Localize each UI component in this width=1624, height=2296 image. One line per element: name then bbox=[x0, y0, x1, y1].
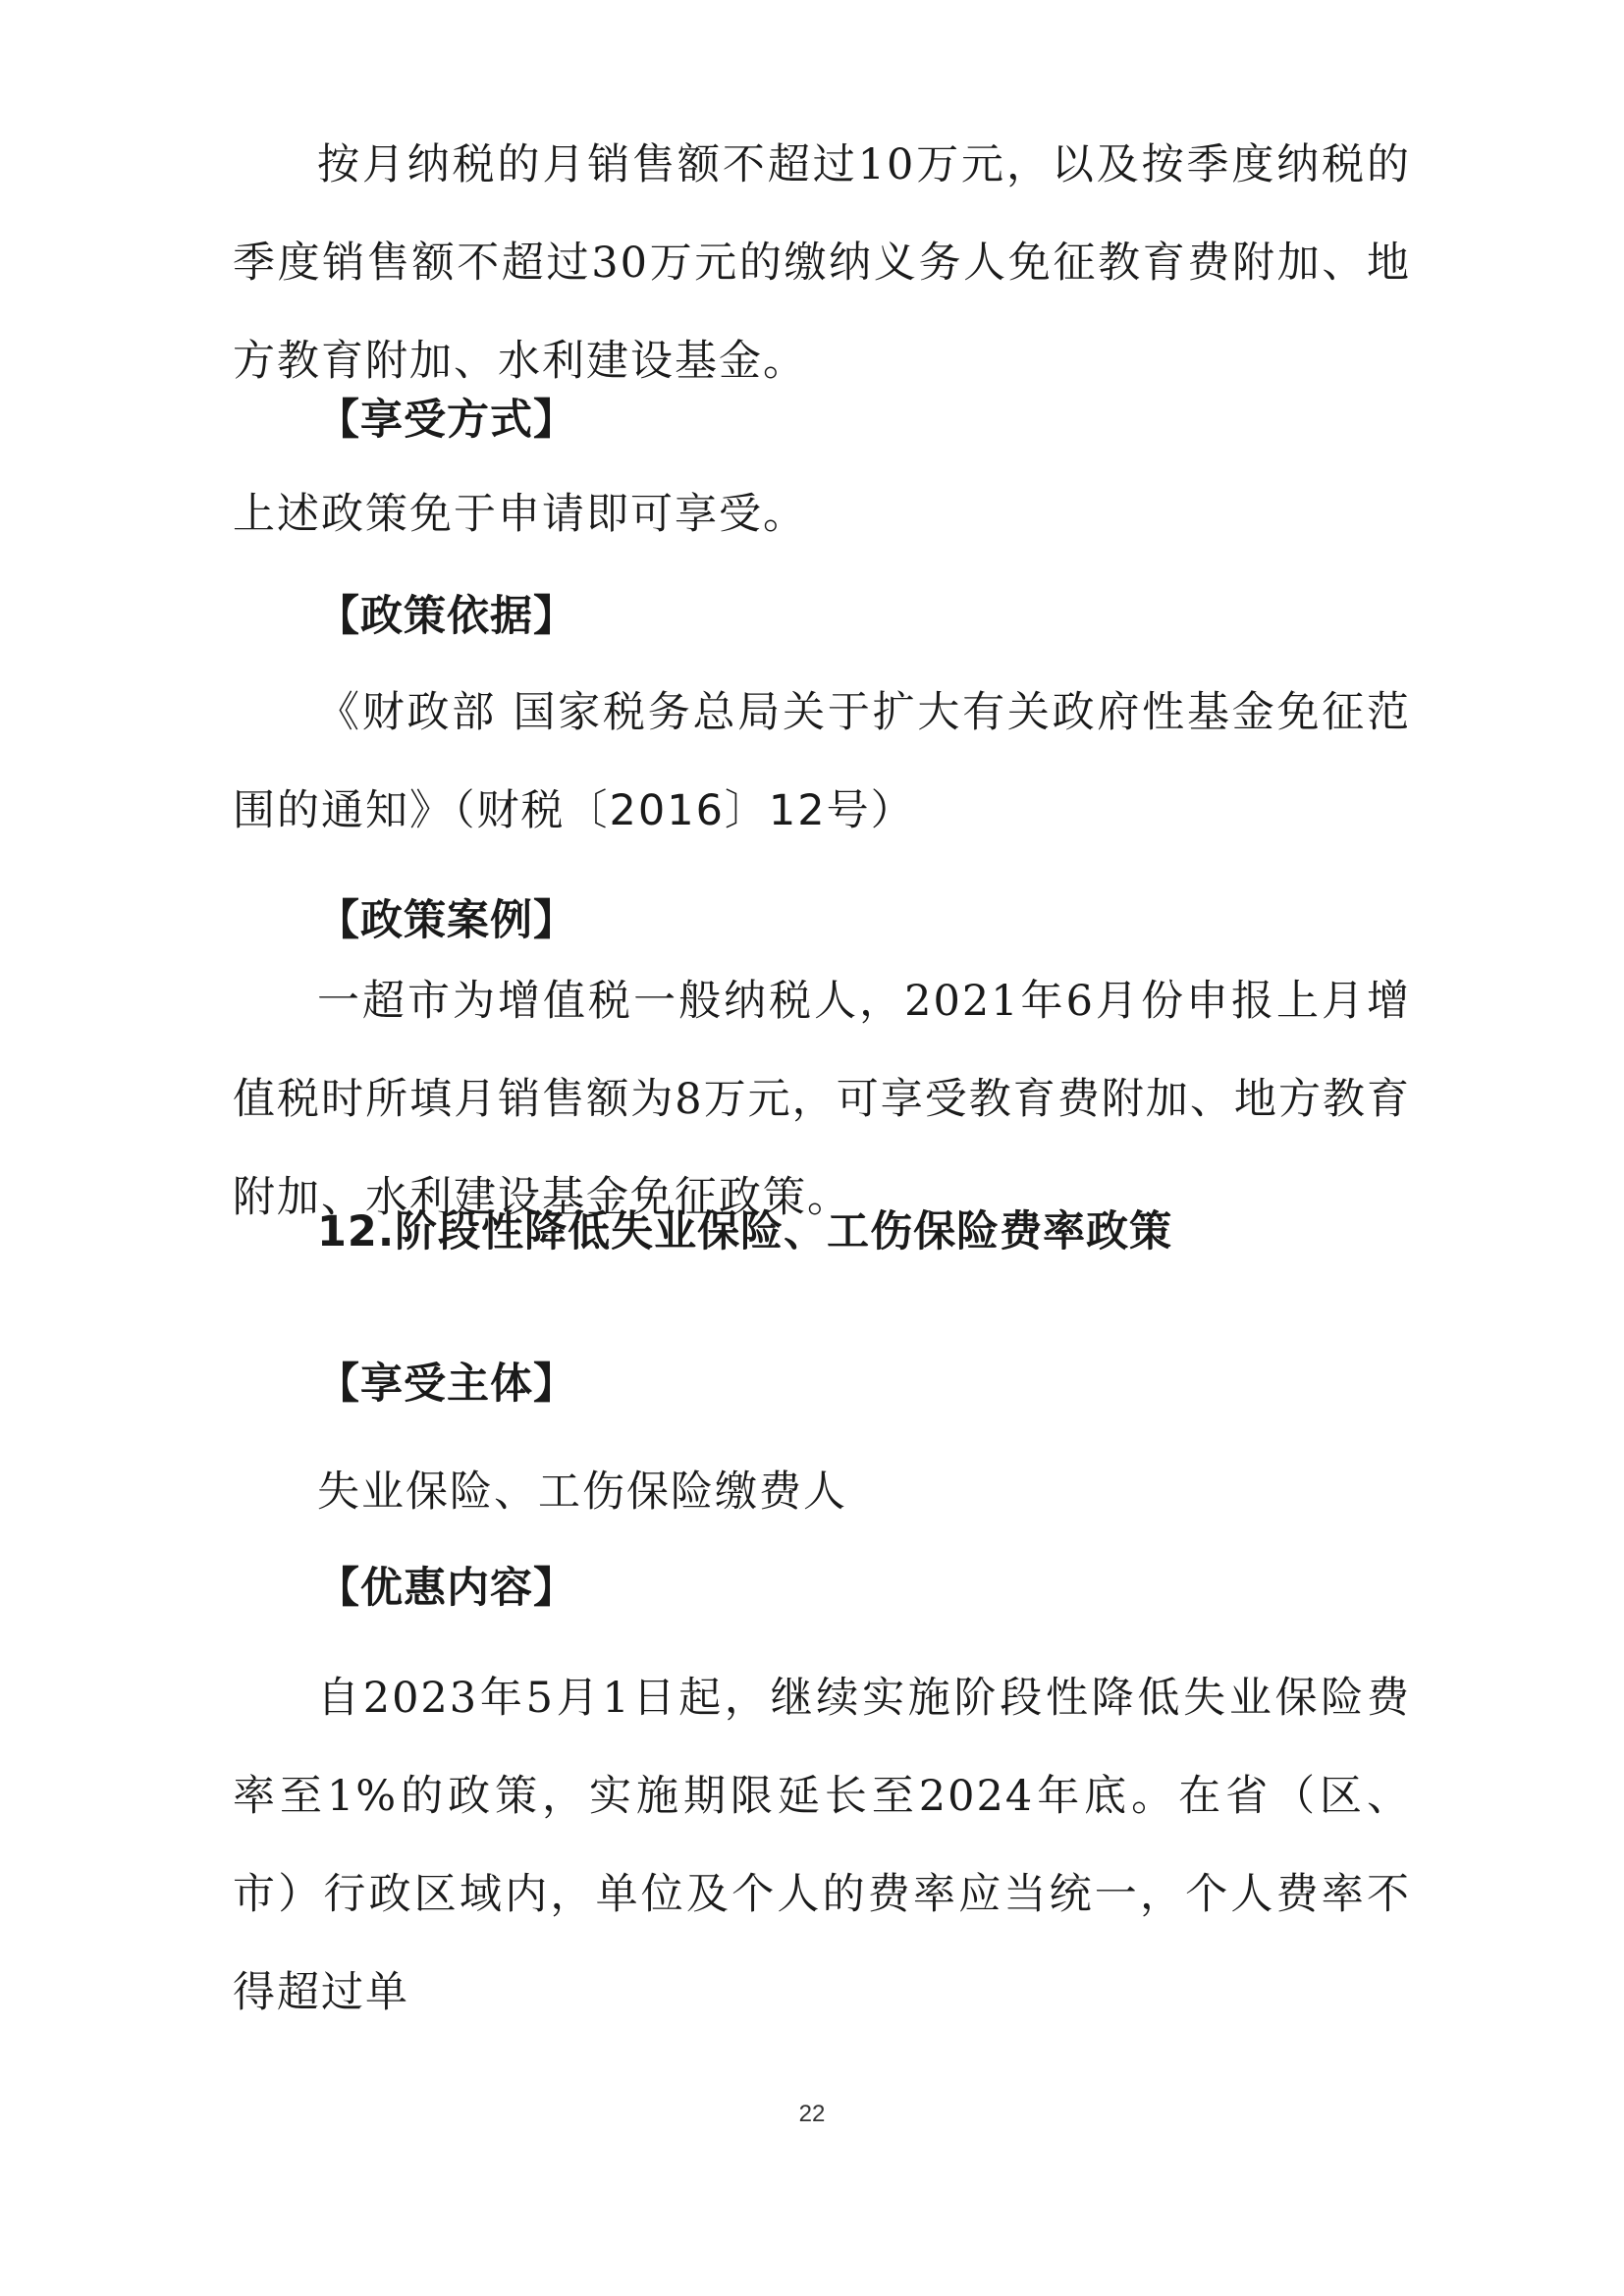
paragraph-content: 自2023年5月1日起，继续实施阶段性降低失业保险费率至1%的政策，实施期限延长至2024年底。在省（区、市）行政区域内，单位及个人的费率应当统一，个人费率不得超过单 bbox=[233, 1674, 1411, 2017]
heading-enjoy-method: 【享受方式】 bbox=[317, 396, 576, 445]
heading-policy-basis: 【政策依据】 bbox=[317, 592, 576, 641]
paragraph-enjoy-method: 上述政策免于申请即可享受。 bbox=[233, 490, 807, 539]
section-12-title: 12.阶段性降低失业保险、工伤保险费率政策 bbox=[317, 1207, 1173, 1256]
paragraph-tax-exemption: 按月纳税的月销售额不超过10万元，以及按季度纳税的季度销售额不超过30万元的缴纳义务人免征教育费附加、地方教育附加、水利建设基金。 bbox=[233, 140, 1411, 386]
page-number: 22 bbox=[798, 2101, 826, 2127]
paragraph-policy-basis: 《财政部 国家税务总局关于扩大有关政府性基金免征范围的通知》（财税〔2016〕12号） bbox=[233, 688, 1411, 835]
paragraph-subject: 失业保险、工伤保险缴费人 bbox=[317, 1468, 847, 1517]
heading-policy-case: 【政策案例】 bbox=[317, 896, 576, 945]
paragraph-policy-case: 一超市为增值税一般纳税人，2021年6月份申报上月增值税时所填月销售额为8万元，可享受教育费附加、地方教育附加、水利建设基金免征政策。 bbox=[233, 977, 1411, 1222]
heading-content: 【优惠内容】 bbox=[317, 1564, 576, 1613]
heading-subject: 【享受主体】 bbox=[317, 1360, 576, 1409]
